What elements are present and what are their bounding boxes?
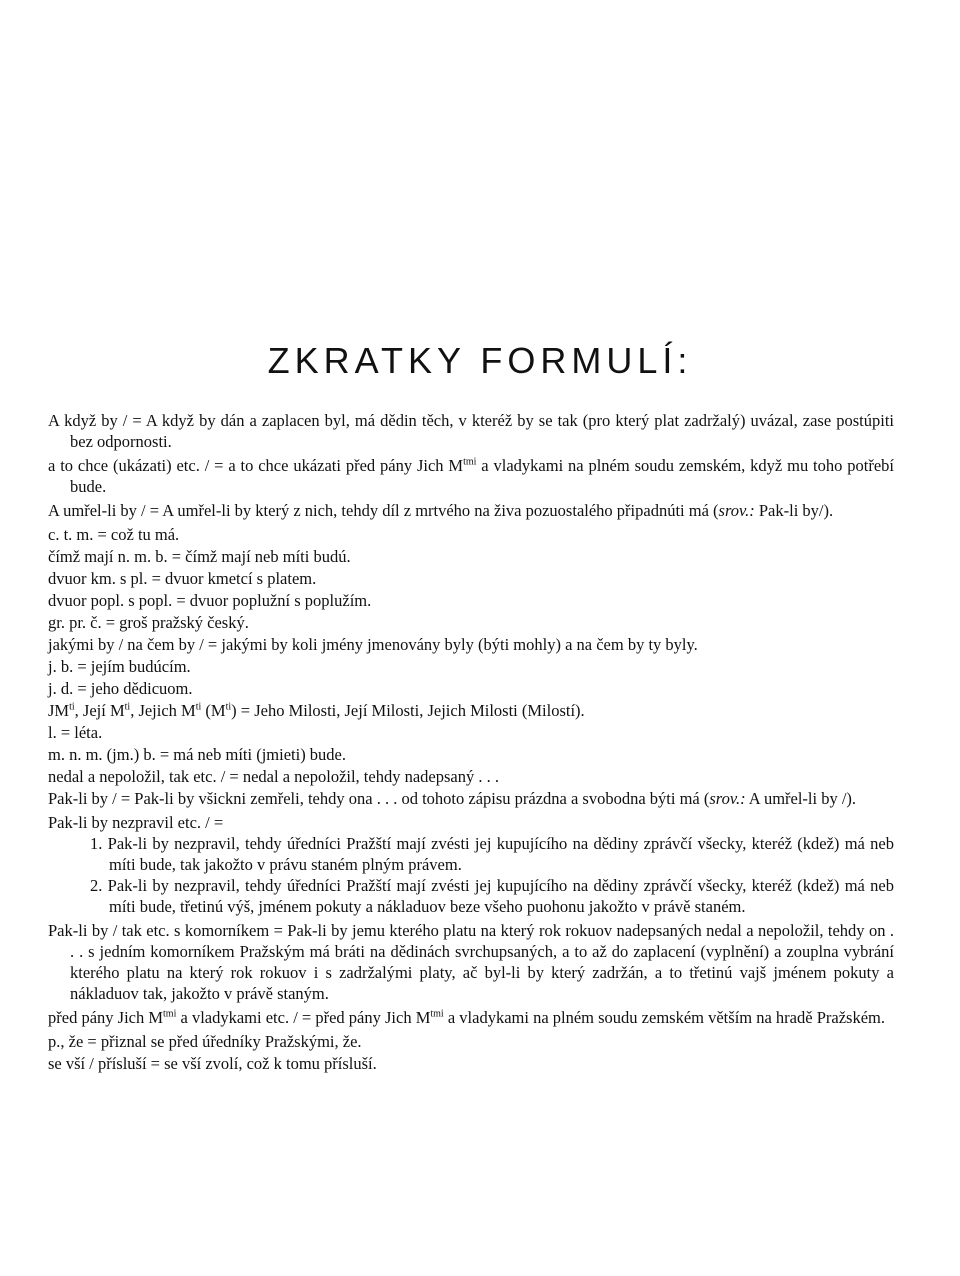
entry-text: (M (201, 701, 226, 720)
list-item (48, 788, 894, 809)
entry-text: , Jejich M (130, 701, 196, 720)
list-item (48, 500, 894, 521)
entry-text: Pak-li by nezpravil etc. / = (48, 813, 224, 832)
entry-text: a vladykami na plném soudu zemském větším na hradě Pražském. (443, 1008, 885, 1027)
list-item: dvuor km. s pl. = dvuor kmetcí s platem. (48, 569, 317, 588)
list-item: l. = léta. (48, 723, 103, 742)
superscript: tmi (430, 1008, 444, 1020)
page-title: ZKRATKY FORMULÍ: (267, 340, 693, 381)
superscript: ti (195, 701, 202, 713)
list-item (48, 812, 894, 917)
list-item: c. t. m. = což tu má. (48, 525, 180, 544)
list-item: j. b. = jejím budúcím. (48, 657, 191, 676)
list-item: čímž mají n. m. b. = čímž mají neb míti budú. (48, 547, 351, 566)
entry-text: a to chce (ukázati) etc. / = a to chce ukázati před pány Jich M (48, 456, 464, 475)
superscript: ti (225, 701, 232, 713)
cross-reference: srov.: (709, 789, 746, 808)
entry-text: JM (48, 701, 70, 720)
abbreviation-list (48, 410, 894, 1075)
sub-item: 2. Pak-li by nezpravil, tehdy úředníci Pražští mají zvésti jej kupujícího na dědiny zprávčí všecky, kteréž (kdež) má neb míti bude, třetinú výš, jménem pokuty a nákladuov beze všeho puohonu jakožto v právě staném. (90, 876, 894, 916)
superscript: ti (124, 701, 131, 713)
sub-item: 1. Pak-li by nezpravil, tehdy úředníci Pražští mají zvésti jej kupujícího na dědiny zprávčí všecky, kteréž (kdež) má neb míti bude, tak jakožto v právu staném plným právem. (90, 834, 894, 874)
superscript: tmi (163, 1008, 177, 1020)
list-item (48, 700, 894, 721)
list-item: j. d. = jeho dědicuom. (48, 679, 193, 698)
list-item: Pak-li by / tak etc. s komorníkem = Pak-li by jemu kterého platu na který rok rokuov nadepsaných nedal a nepoložil, tehdy on . . . s jedním komorníkem Pražským má bráti na dědinách svrchupsaných, a to až do zaplacení (vyplnění) a zouplna vybrání kterého platu na který rok rokuov i s zadržalými platy, ač byl-li by který zadržán, a to třetinú vajš jménem pokuty a nákladuov tak, jakožto v právě staným. (48, 921, 894, 1003)
list-item: A když by / = A když by dán a zaplacen byl, má dědin těch, v kteréž by se tak (pro který plat zadržalý) uvázal, zase postúpiti bez odpornosti. (48, 411, 894, 451)
entry-text: a vladykami etc. / = před pány Jich M (176, 1008, 431, 1027)
superscript: tmi (463, 456, 477, 468)
list-item: p., že = přiznal se před úředníky Pražskými, že. (48, 1032, 362, 1051)
entry-text: A umřel-li by / = A umřel-li by který z nich, tehdy díl z mrtvého na živa pozuostalého připadnúti má ( (48, 501, 719, 520)
list-item: gr. pr. č. = groš pražský český. (48, 613, 249, 632)
entry-text: a vladykami na plném soudu zemském, když mu toho potřebí bude. (70, 456, 895, 496)
entry-text: , Její M (74, 701, 125, 720)
list-item (48, 455, 894, 497)
entry-text: ) = Jeho Milosti, Její Milosti, Jejich Milosti (Milostí). (231, 701, 585, 720)
list-item (48, 1007, 894, 1028)
list-item: nedal a nepoložil, tak etc. / = nedal a nepoložil, tehdy nadepsaný . . . (48, 767, 499, 786)
superscript: ti (69, 701, 75, 713)
cross-reference: srov.: (718, 501, 755, 520)
list-item: dvuor popl. s popl. = dvuor poplužní s poplužím. (48, 591, 372, 610)
entry-text: před pány Jich M (48, 1008, 164, 1027)
entry-text: Pak-li by/). (754, 501, 834, 520)
entry-text: Pak-li by / = Pak-li by všickni zemřeli, tehdy ona . . . od tohoto zápisu prázdna a svobodna býti má ( (48, 789, 710, 808)
list-item: m. n. m. (jm.) b. = má neb míti (jmieti) bude. (48, 745, 347, 764)
list-item: jakými by / na čem by / = jakými by koli jmény jmenovány byly (býti mohly) a na čem by ty byly. (48, 635, 698, 654)
entry-text: A umřel-li by /). (745, 789, 857, 808)
list-item: se vší / přísluší = se vší zvolí, což k tomu přísluší. (48, 1054, 377, 1073)
